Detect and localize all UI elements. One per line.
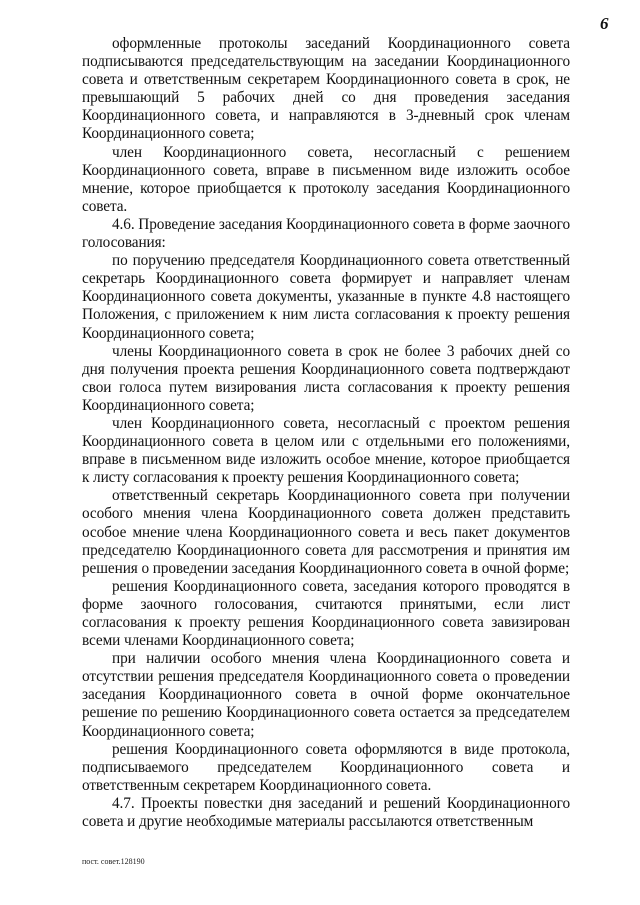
paragraph-member-dissent: член Координационного совета, несогласный с решением Координационного совета, вправе в письменном виде изложить особое мнение, которое приобщается к протоколу заседания Координационного совета. <box>82 143 570 215</box>
paragraph-section-4-7: 4.7. Проекты повестки дня заседаний и решений Координационного совета и другие необходимые материалы рассылаются ответственным <box>82 794 570 831</box>
paragraph-members-confirm-votes: члены Координационного совета в срок не более 3 рабочих дней со дня получения проекта решения Координационного совета подтверждают свои голоса путем визирования листа согласования к проекту решения Координационного совета; <box>82 342 570 414</box>
body-text <box>82 35 570 831</box>
paragraph-final-decision: при наличии особого мнения члена Координационного совета и отсутствии решения председателя Координационного совета о проведении заседания Координационного совета в очной форме окончательное решение по решению Координационного совета остается за председателем Координационного совета; <box>82 650 570 740</box>
paragraph-secretary-submits-opinion: ответственный секретарь Координационного совета при получении особого мнения члена Координационного совета должен представить особое мнение члена Координационного совета и весь пакет документов председателю Координационного совета для рассмотрения и принятия им решения о проведении заседания Координационного совета в очной форме; <box>82 487 570 577</box>
paragraph-secretary-forms-documents: по поручению председателя Координационного совета ответственный секретарь Координационного совета формирует и направляет членам Координационного совета документы, указанные в пункте 4.8 настоящего Положения, с приложением к ним листа согласования к проекту решения Координационного совета; <box>82 252 570 342</box>
page-number: 6 <box>600 14 609 33</box>
paragraph-decisions-accepted: решения Координационного совета, заседания которого проводятся в форме заочного голосования, считаются принятыми, если лист согласования к проекту решения Координационного совета завизирован всеми членами Координационного совета; <box>82 577 570 650</box>
paragraph-protocol-format: решения Координационного совета оформляются в виде протокола, подписываемого председателем Координационного совета и ответственным секретарем Координационного совета. <box>82 740 570 794</box>
paragraph-member-dissent-draft: член Координационного совета, несогласный с проектом решения Координационного совета в целом или с отдельными его положениями, вправе в письменном виде изложить особое мнение, которое приобщается к листу согласования к проекту решения Координационного совета; <box>82 414 570 487</box>
paragraph-protocol-signing: оформленные протоколы заседаний Координационного совета подписываются председательствующим на заседании Координационного совета и ответственным секретарем Координационного совета в срок, не превышающий 5 рабочих дней со дня проведения заседания Координационного совета, и направляются в 3-дневный срок членам Координационного совета; <box>82 35 570 143</box>
footer-document-code: пост. совет.128190 <box>82 857 145 866</box>
paragraph-section-4-6: 4.6. Проведение заседания Координационного совета в форме заочного голосования: <box>82 215 570 252</box>
